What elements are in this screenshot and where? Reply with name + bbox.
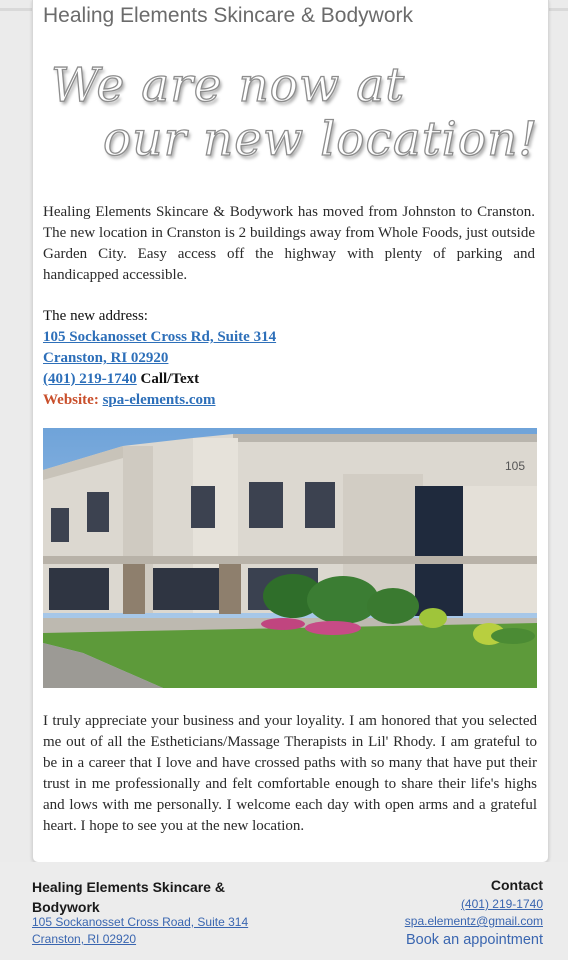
footer xyxy=(0,862,568,960)
city-link[interactable]: Cranston, RI 02920 xyxy=(43,350,169,366)
footer-contact-label: Contact xyxy=(490,877,543,893)
headline-script-line2: our new location! xyxy=(103,112,539,167)
website-link[interactable]: spa-elements.com xyxy=(102,392,216,408)
footer-business-name: Healing Elements Skincare & Bodywork xyxy=(32,879,225,915)
footer-phone-link[interactable]: (401) 219-1740 xyxy=(460,897,543,911)
address-block xyxy=(43,306,276,411)
building-photo xyxy=(43,428,537,688)
book-appointment-link[interactable]: Book an appointment xyxy=(405,932,543,948)
footer-email-link[interactable]: spa.elementz@gmail.com xyxy=(404,914,543,928)
footer-street-link[interactable]: 105 Sockanosset Cross Road, Suite 314 xyxy=(32,915,249,929)
email-card xyxy=(32,0,549,863)
intro-paragraph: Healing Elements Skincare & Bodywork has moved from Johnston to Cranston. The new location in Cranston is 2 buildings away from Whole Foods, just outside Garden City. Easy access off the highway with plenty of parking and handicapped accessible. xyxy=(43,204,535,283)
footer-city-link[interactable]: Cranston, RI 02920 xyxy=(32,932,137,946)
appreciation-paragraph: I truly appreciate your business and your loyality. I am honored that you selected me out of all the Estheticians/Massage Therapists in Lil' Rhody. I am grateful to be in a career that I love and have crossed paths with so many that have put their trust in me professionally and felt comfortable enough to share their life's highs and lows with me personally. I welcome each day with open arms and a grateful heart. I hope to see you at the new location. xyxy=(43,713,537,834)
phone-suffix: Call/Text xyxy=(140,371,200,387)
website-label: Website: xyxy=(43,392,99,408)
address-label: The new address: xyxy=(43,308,148,324)
footer-address xyxy=(32,914,248,948)
business-title: Healing Elements Skincare & Bodywork xyxy=(43,4,414,27)
street-link[interactable]: 105 Sockanosset Cross Rd, Suite 314 xyxy=(43,329,277,345)
headline-script-line1: We are now at xyxy=(51,58,406,113)
phone-link[interactable]: (401) 219-1740 xyxy=(43,371,137,387)
building-photo-svg xyxy=(43,428,537,688)
building-number: 105 xyxy=(505,459,526,473)
footer-contact-links xyxy=(405,896,543,950)
